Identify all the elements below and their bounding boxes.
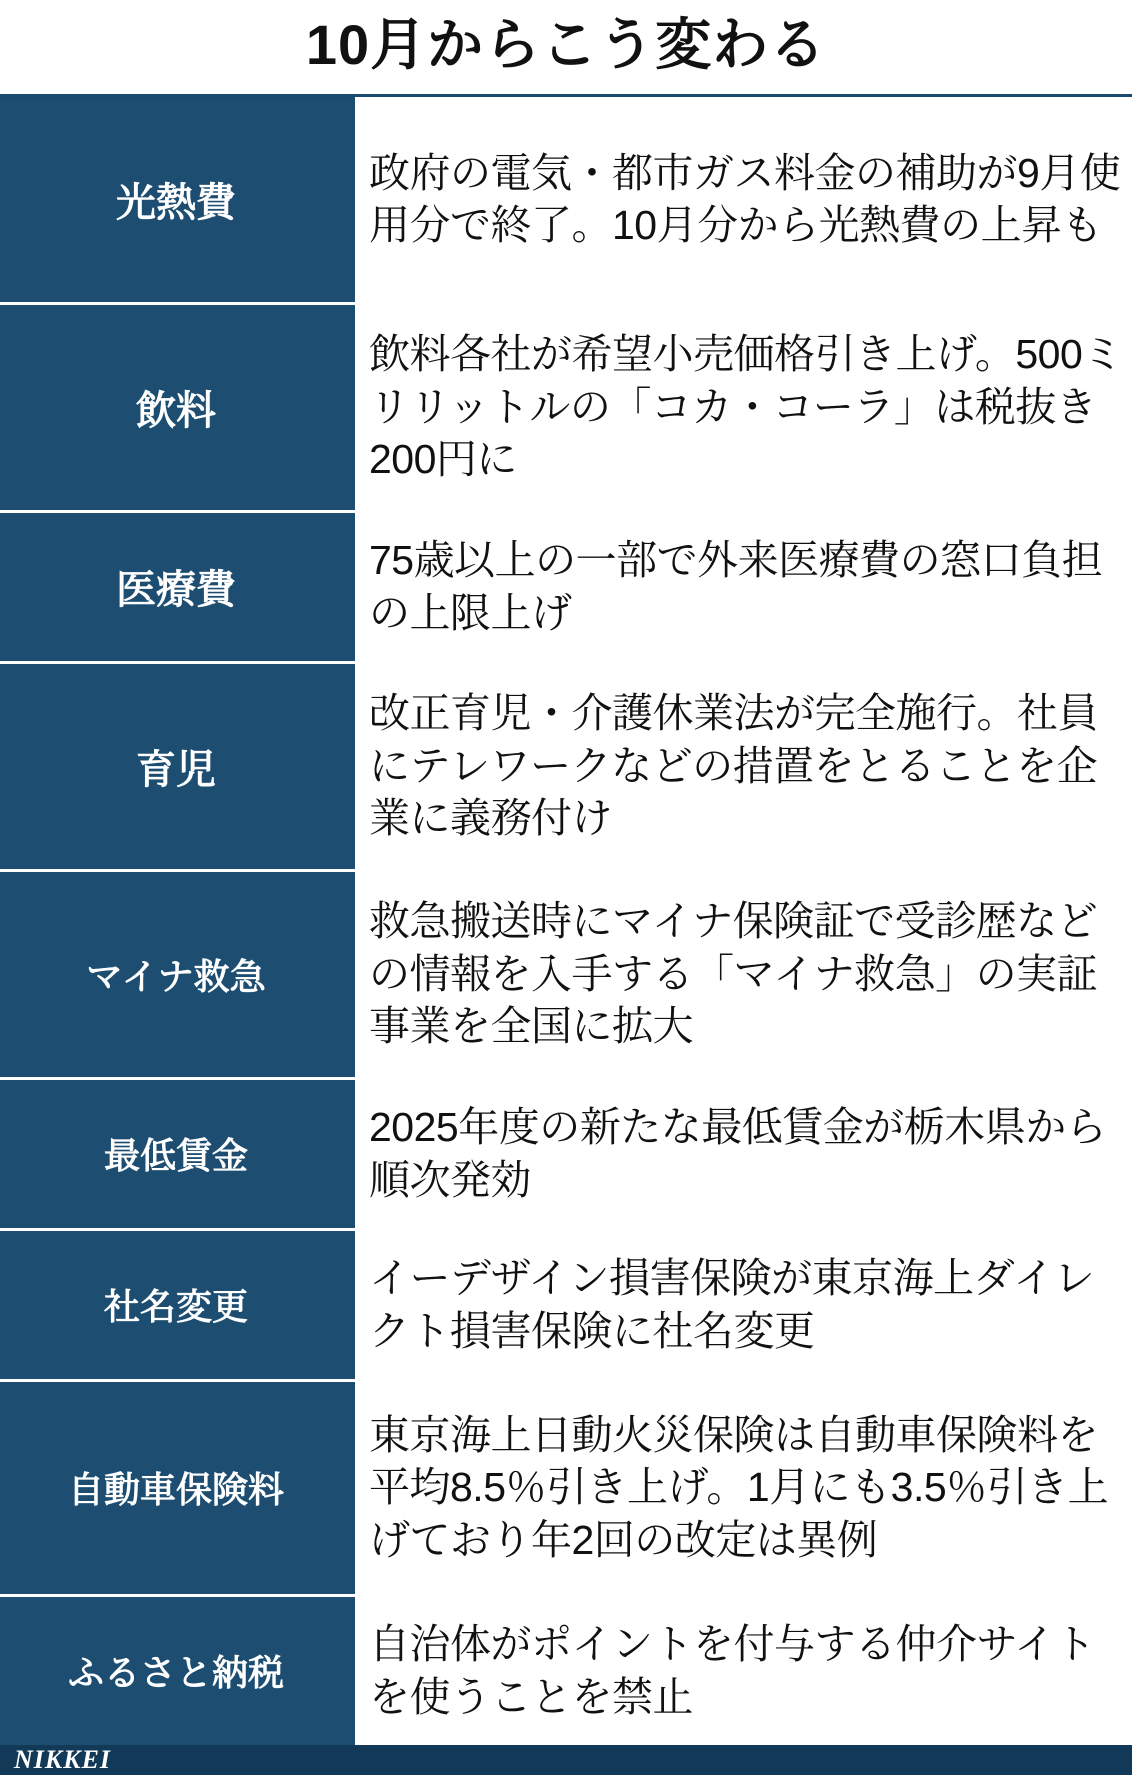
row-category: ふるさと納税 (0, 1597, 352, 1745)
table-row (0, 1080, 1132, 1231)
row-description (352, 305, 1132, 510)
nikkei-logo: NIKKEI (14, 1744, 112, 1774)
row-category: 自動車保険料 (0, 1382, 352, 1594)
changes-table (0, 94, 1132, 1745)
row-category: マイナ救急 (0, 872, 352, 1077)
row-description (352, 97, 1132, 302)
table-row (0, 97, 1132, 305)
row-description (352, 1231, 1132, 1379)
table-row (0, 1231, 1132, 1382)
row-category: 育児 (0, 664, 352, 869)
row-description-text: イーデザイン損害保険が東京海上ダイレクト損害保険に社名変更 (369, 1255, 1095, 1354)
row-category: 光熱費 (0, 97, 352, 302)
table-row (0, 513, 1132, 664)
row-category: 医療費 (0, 513, 352, 661)
table-row (0, 1597, 1132, 1745)
row-description-text: 改正育児・介護休業法が完全施行。社員にテレワークなどの措置をとることを企業に義務付け (369, 690, 1098, 842)
page-title: 10月からこう変わる (305, 13, 827, 76)
table-row (0, 1382, 1132, 1597)
row-description (352, 1597, 1132, 1745)
row-description-text: 飲料各社が希望小売価格引き上げ。500ミリリットルの「コカ・コーラ」は税抜き200円に (369, 331, 1123, 483)
table-row (0, 305, 1132, 513)
row-description (352, 513, 1132, 661)
row-category: 飲料 (0, 305, 352, 510)
row-description-text: 救急搬送時にマイナ保険証で受診歴などの情報を入手する「マイナ救急」の実証事業を全国に拡大 (369, 898, 1098, 1050)
row-description (352, 1382, 1132, 1594)
row-description-text: 東京海上日動火災保険は自動車保険料を平均8.5％引き上げ。1月にも3.5％引き上げており年2回の改定は異例 (369, 1411, 1109, 1563)
row-description-text: 政府の電気・都市ガス料金の補助が9月使用分で終了。10月分から光熱費の上昇も (369, 149, 1121, 249)
row-category: 最低賃金 (0, 1080, 352, 1228)
row-category: 社名変更 (0, 1231, 352, 1379)
row-description-text: 2025年度の新たな最低賃金が栃木県から順次発効 (369, 1104, 1107, 1203)
row-description (352, 1080, 1132, 1228)
row-description-text: 75歳以上の一部で外来医療費の窓口負担の上限上げ (369, 537, 1103, 636)
row-description (352, 872, 1132, 1077)
row-description (352, 664, 1132, 869)
table-row (0, 664, 1132, 872)
footer-bar (0, 1745, 1132, 1775)
row-description-text: 自治体がポイントを付与する仲介サイトを使うことを禁止 (369, 1621, 1096, 1720)
table-row (0, 872, 1132, 1080)
